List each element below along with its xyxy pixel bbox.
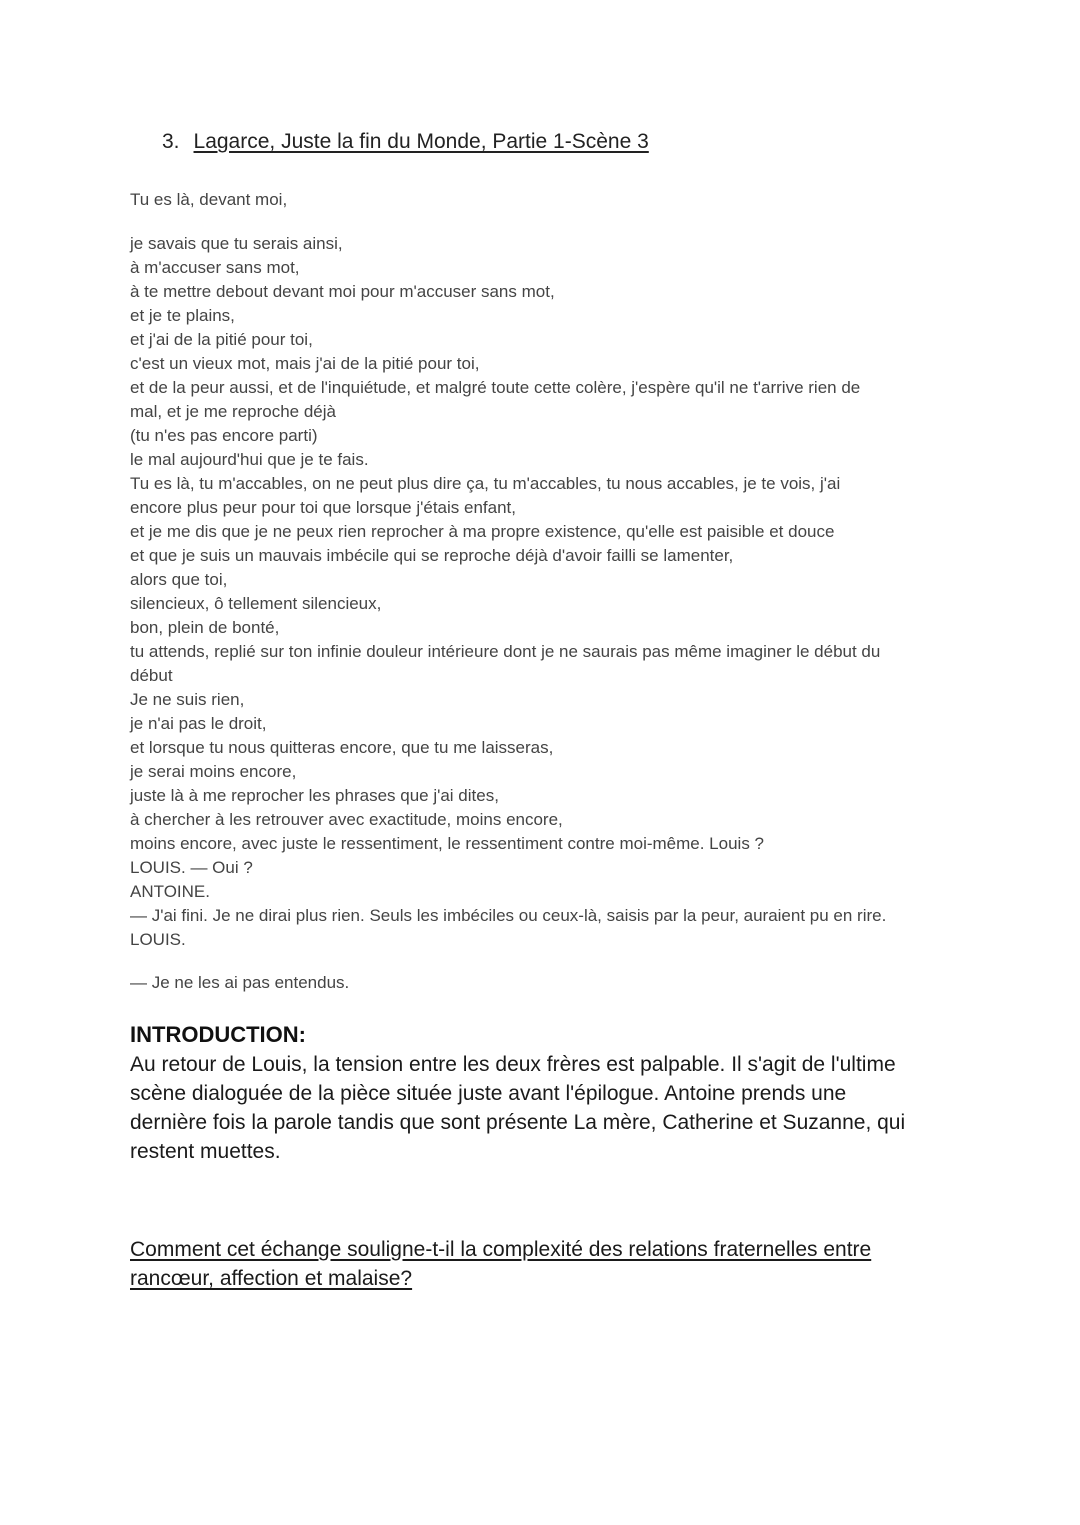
excerpt-line: Tu es là, tu m'accables, on ne peut plus dire ça, tu m'accables, tu nous accables, je te vois, j'ai bbox=[130, 474, 841, 493]
introduction-title: INTRODUCTION: bbox=[130, 1022, 306, 1047]
section-number: 3. bbox=[162, 130, 180, 153]
introduction-line: scène dialoguée de la pièce située juste avant l'épilogue. Antoine prends une bbox=[130, 1082, 847, 1105]
introduction-line: Au retour de Louis, la tension entre les deux frères est palpable. Il s'agit de l'ultime bbox=[130, 1053, 896, 1076]
excerpt-line: encore plus peur pour toi que lorsque j'étais enfant, bbox=[130, 498, 516, 517]
excerpt-line: (tu n'es pas encore parti) bbox=[130, 426, 318, 445]
excerpt-line: — J'ai fini. Je ne dirai plus rien. Seuls les imbéciles ou ceux-là, saisis par la peur, auraient pu en rire. bbox=[130, 906, 887, 925]
excerpt-line: et je te plains, bbox=[130, 306, 235, 325]
problematique-line: rancœur, affection et malaise? bbox=[130, 1267, 413, 1290]
excerpt-line: le mal aujourd'hui que je te fais. bbox=[130, 450, 369, 469]
introduction-text bbox=[130, 1050, 970, 1166]
problematique bbox=[130, 1235, 970, 1293]
excerpt-line: et que je suis un mauvais imbécile qui se reproche déjà d'avoir failli se lamenter, bbox=[130, 546, 734, 565]
excerpt-line: mal, et je me reproche déjà bbox=[130, 402, 336, 421]
excerpt-line: LOUIS. — Oui ? bbox=[130, 858, 253, 877]
excerpt-line: à m'accuser sans mot, bbox=[130, 258, 300, 277]
excerpt-line: bon, plein de bonté, bbox=[130, 618, 280, 637]
excerpt-line: alors que toi, bbox=[130, 570, 228, 589]
excerpt-line: silencieux, ô tellement silencieux, bbox=[130, 594, 382, 613]
excerpt-line: et de la peur aussi, et de l'inquiétude, et malgré toute cette colère, j'espère qu'il ne t'arrive rien de bbox=[130, 378, 861, 397]
excerpt-line: juste là à me reprocher les phrases que j'ai dites, bbox=[130, 786, 499, 805]
excerpt-line: LOUIS. bbox=[130, 930, 186, 949]
section-heading bbox=[162, 130, 649, 154]
introduction-line: restent muettes. bbox=[130, 1140, 281, 1163]
excerpt-line: Tu es là, devant moi, bbox=[130, 190, 288, 209]
section-title: Lagarce, Juste la fin du Monde, Partie 1-Scène 3 bbox=[193, 130, 649, 153]
excerpt-line: à te mettre debout devant moi pour m'accuser sans mot, bbox=[130, 282, 555, 301]
excerpt-line: je serai moins encore, bbox=[130, 762, 297, 781]
excerpt-line: ANTOINE. bbox=[130, 882, 210, 901]
excerpt-line: je n'ai pas le droit, bbox=[130, 714, 267, 733]
excerpt-line: et j'ai de la pitié pour toi, bbox=[130, 330, 313, 349]
excerpt-line: tu attends, replié sur ton infinie douleur intérieure dont je ne saurais pas même imaginer le début du bbox=[130, 642, 881, 661]
excerpt-line: et je me dis que je ne peux rien reprocher à ma propre existence, qu'elle est paisible et douce bbox=[130, 522, 835, 541]
problematique-line: Comment cet échange souligne-t-il la complexité des relations fraternelles entre bbox=[130, 1238, 872, 1261]
excerpt-line: — Je ne les ai pas entendus. bbox=[130, 973, 350, 992]
excerpt-line: c'est un vieux mot, mais j'ai de la pitié pour toi, bbox=[130, 354, 480, 373]
excerpt-line: et lorsque tu nous quitteras encore, que tu me laisseras, bbox=[130, 738, 554, 757]
excerpt-line: moins encore, avec juste le ressentiment, le ressentiment contre moi-même. Louis ? bbox=[130, 834, 764, 853]
excerpt-line: début bbox=[130, 666, 173, 685]
excerpt-line: je savais que tu serais ainsi, bbox=[130, 234, 343, 253]
introduction-line: dernière fois la parole tandis que sont présente La mère, Catherine et Suzanne, qui bbox=[130, 1111, 906, 1134]
excerpt-line: Je ne suis rien, bbox=[130, 690, 245, 709]
excerpt-line: à chercher à les retrouver avec exactitude, moins encore, bbox=[130, 810, 563, 829]
